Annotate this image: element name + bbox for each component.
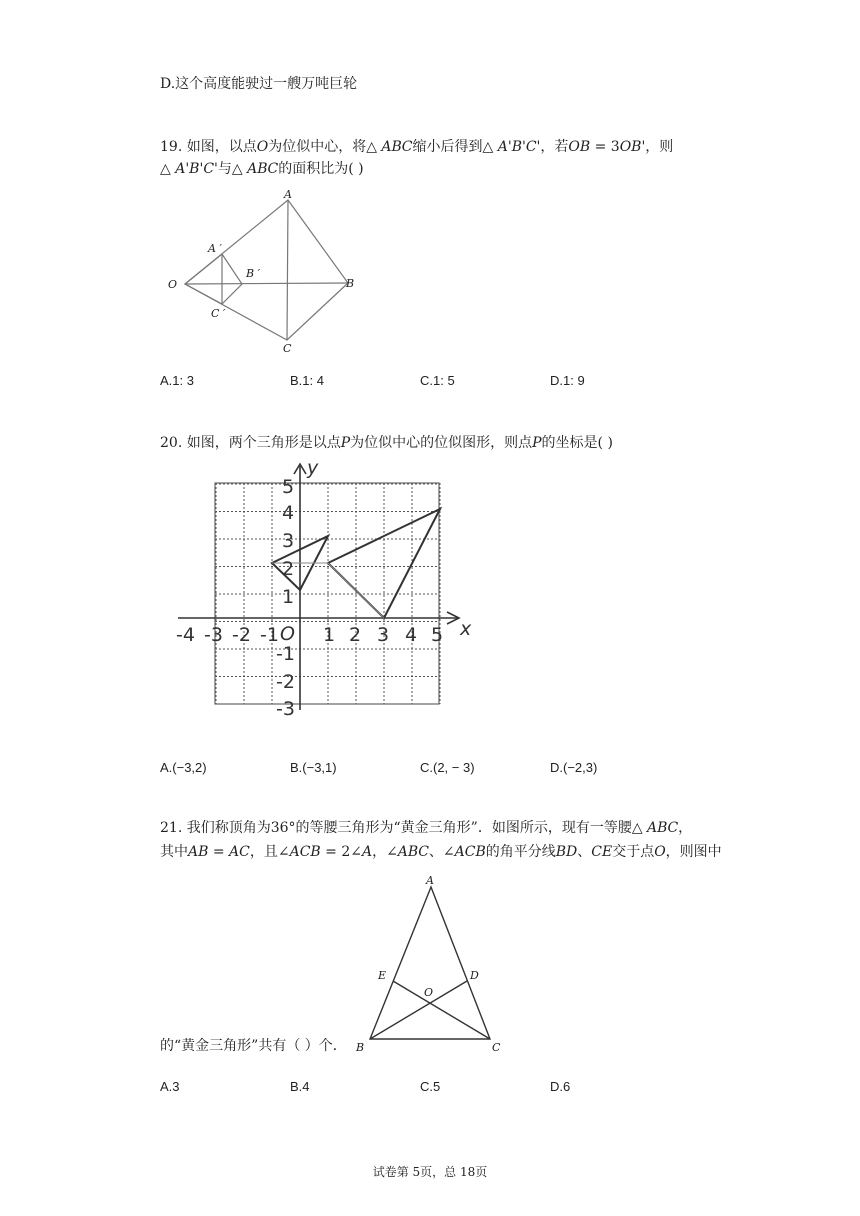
q20-grid: [215, 483, 440, 704]
q20-y-tick: 2: [282, 558, 295, 580]
q20-origin-label: O: [280, 623, 295, 645]
q21-label-a: A: [426, 874, 434, 887]
q21-bisector-ce: [393, 981, 490, 1039]
q19-option-b: B.1: 4: [290, 373, 324, 388]
q18-option-d: D.这个高度能驶过一艘万吨巨轮: [160, 76, 358, 92]
q19-large-quad: [185, 200, 348, 340]
q19-label-b: B: [346, 277, 355, 290]
q19-label-a-prime: A ′: [208, 242, 222, 255]
q20-y-tick: -1: [276, 643, 295, 665]
q20-coordinate-grid: [160, 457, 480, 720]
q20-y-tick: 3: [282, 530, 295, 552]
q19-label-b-prime: B ′: [246, 267, 261, 280]
q21-option-a: A.3: [160, 1079, 180, 1094]
q19-stem-line2: △ 𝐴'𝐵'𝐶'与△ 𝐴𝐵𝐶的面积比为( ): [160, 161, 364, 177]
q19-label-o: O: [168, 278, 178, 291]
q21-label-d: D: [470, 969, 479, 982]
q19-label-c: C: [283, 342, 292, 355]
q19-figure: [160, 186, 360, 356]
q20-y-tick: 5: [282, 476, 295, 498]
q21-option-d: D.6: [550, 1079, 571, 1094]
q20-option-b: B.(−3,1): [290, 760, 337, 775]
q19-option-c: C.1: 5: [420, 373, 455, 388]
q20-option-c: C.(2, − 3): [420, 760, 475, 775]
q20-x-tick: 3: [377, 624, 390, 646]
q21-option-b: B.4: [290, 1079, 310, 1094]
q19-small-quad: [185, 254, 242, 304]
q20-stem: 20. 如图，两个三角形是以点𝑃为位似中心的位似图形，则点𝑃的坐标是( ): [160, 435, 613, 451]
q21-triangle-abc: [370, 887, 490, 1039]
q21-option-c: C.5: [420, 1079, 441, 1094]
q20-y-tick: 1: [282, 586, 295, 608]
q21-label-e: E: [378, 969, 387, 982]
q21-figure: [350, 868, 520, 1058]
q20-x-axis-label: x: [460, 618, 472, 640]
q20-x-tick: -1: [260, 624, 279, 646]
q20-x-tick: 2: [349, 624, 362, 646]
q20-x-tick: -3: [204, 624, 223, 646]
q20-y-tick: -3: [276, 698, 295, 720]
q20-x-tick: -4: [176, 624, 195, 646]
q21-bisector-bd: [370, 981, 467, 1039]
q20-x-tick: -2: [232, 624, 251, 646]
q19-stem-line1: 19. 如图，以点𝑂为位似中心，将△ 𝐴𝐵𝐶缩小后得到△ 𝐴'𝐵'𝐶'，若𝑂𝐵 = 3𝑂𝐵'，则: [160, 139, 674, 155]
q19-label-c-prime: C ′: [211, 307, 226, 320]
q20-y-axis-label: y: [307, 457, 319, 479]
q21-label-b: B: [356, 1041, 365, 1054]
q21-stem-line2: 其中𝐴𝐵 = 𝐴𝐶，且∠𝐴𝐶𝐵 = 2∠𝐴，∠𝐴𝐵𝐶、∠𝐴𝐶𝐵的角平分线𝐵𝐷、𝐶𝐸交于点𝑂，则图中: [160, 844, 722, 860]
q19-option-a: A.1: 3: [160, 373, 194, 388]
q21-label-o: O: [424, 986, 434, 999]
q20-x-tick: 4: [405, 624, 418, 646]
q21-stem-line1: 21. 我们称顶角为36°的等腰三角形为“黄金三角形”．如图所示，现有一等腰△ 𝐴𝐵𝐶，: [160, 820, 693, 836]
q20-x-tick: 5: [431, 624, 444, 646]
q20-x-tick: 1: [323, 624, 336, 646]
q19-label-a: A: [284, 188, 292, 201]
page-footer: 试卷第 5页，总 18页: [372, 1165, 488, 1179]
q21-stem-line3: 的“黄金三角形”共有（ ）个．: [160, 1038, 347, 1054]
q19-option-d: D.1: 9: [550, 373, 585, 388]
q20-option-a: A.(−3,2): [160, 760, 207, 775]
q21-label-c: C: [492, 1041, 501, 1054]
q20-option-d: D.(−2,3): [550, 760, 598, 775]
q20-y-tick: -2: [276, 671, 295, 693]
q20-y-tick: 4: [282, 502, 295, 524]
